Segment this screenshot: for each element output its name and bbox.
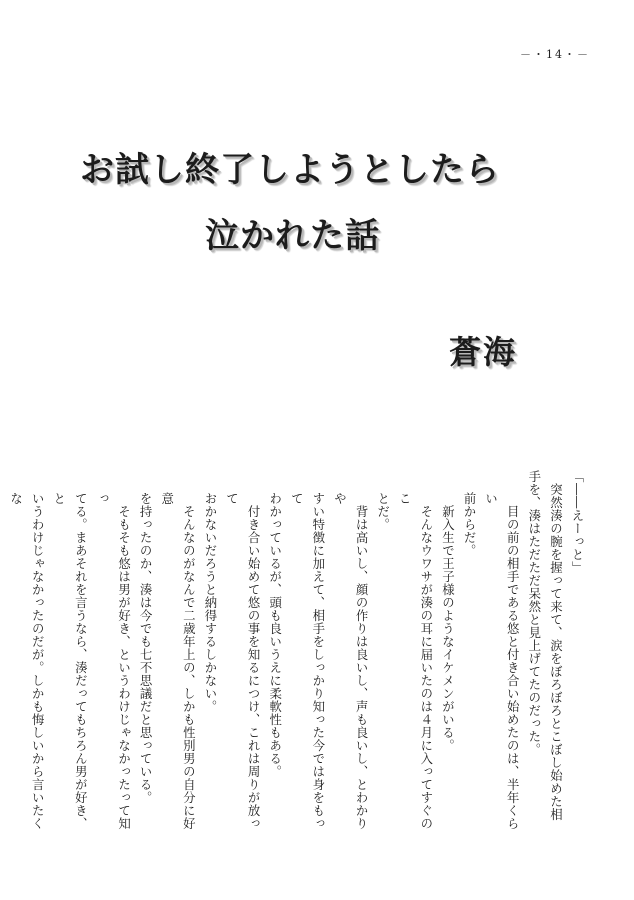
- main-paragraph: 目の前の相手である悠と付き合い始めたのは、半年くらい 前からだ。 新入生で王子様のようなイケメンがいる。 そんなウワサが湊の耳に届いたのは４月に入ってすぐのこ とだ。 背は高いし、顔の作りは良いし、声も良いし、とわかりや すい特徴に加えて、相手をしっかり知った今では身をもって わかっているが、頭も良いうえに柔軟性もある。 付き合い始めて悠の事を知るにつけ、これは周りが放って おかないだろうと納得するしかない。 そんなのがなんで二歳年上の、しかも性別男の自分に好意 を持ったのか、湊は今でも七不思議だと思っている。 そもそも悠は男が好き、というわけじゃなかったって知っ てる。まあそれを言うなら、湊だってもちろん男が好き、と いうわけじゃなかったのだが。しかも悔しいから言いたくな: [8, 491, 521, 830]
- page-number: －・14・－: [520, 48, 590, 61]
- body-text: [8, 470, 588, 832]
- author-name: 蒼海: [449, 333, 518, 371]
- title-line-2: 泣かれた話: [205, 216, 380, 256]
- opening-paragraph: 「――えーっと」 突然湊の腕を握って来て、涙をぼろぼろとこぼし始めた相 手を、湊はただただ呆然と見上げてたのだった。: [526, 470, 585, 821]
- title-line-1: お試し終了しようとしたら: [80, 150, 500, 190]
